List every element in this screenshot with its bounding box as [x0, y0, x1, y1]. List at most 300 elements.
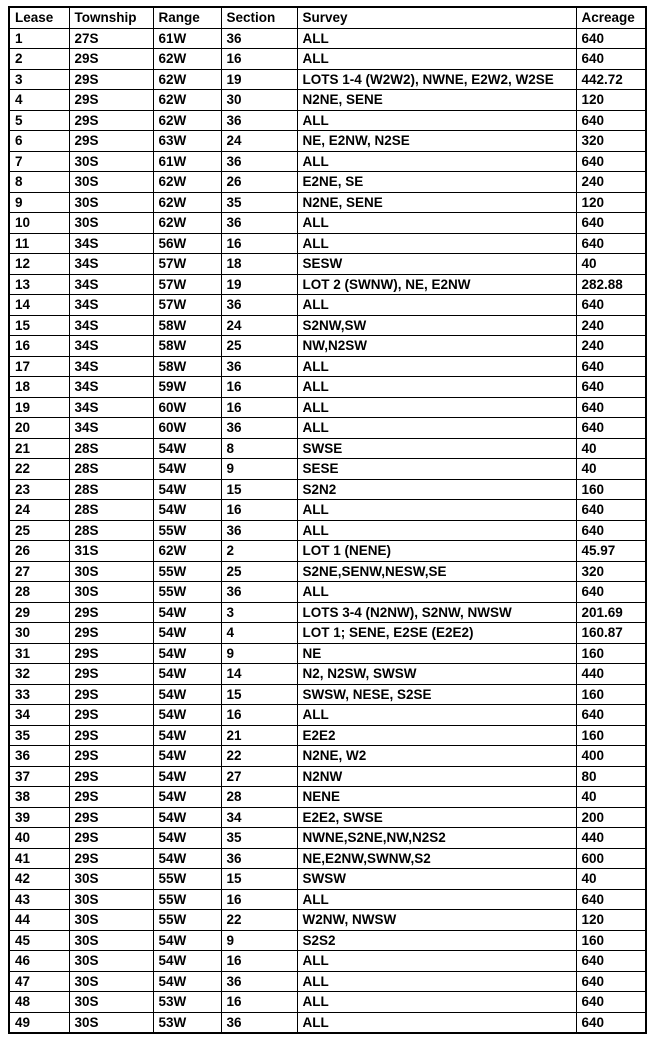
- cell-lease: 33: [9, 684, 69, 705]
- table-row: [9, 233, 646, 254]
- cell-survey: SESE: [297, 459, 576, 480]
- cell-township: 29S: [69, 848, 153, 869]
- cell-range: 62W: [153, 90, 221, 111]
- table-row: [9, 397, 646, 418]
- cell-section: 19: [221, 69, 297, 90]
- table-row: [9, 971, 646, 992]
- cell-lease: 37: [9, 766, 69, 787]
- cell-acreage: 40: [576, 787, 646, 808]
- table-row: [9, 705, 646, 726]
- table-row: [9, 910, 646, 931]
- table-row: [9, 151, 646, 172]
- cell-acreage: 640: [576, 520, 646, 541]
- cell-range: 54W: [153, 705, 221, 726]
- table-row: [9, 684, 646, 705]
- cell-acreage: 160: [576, 643, 646, 664]
- cell-township: 34S: [69, 254, 153, 275]
- cell-survey: ALL: [297, 356, 576, 377]
- cell-survey: W2NW, NWSW: [297, 910, 576, 931]
- lease-table: [8, 6, 647, 1034]
- cell-township: 30S: [69, 869, 153, 890]
- header-cell-lease: Lease: [9, 7, 69, 28]
- cell-section: 15: [221, 684, 297, 705]
- cell-township: 30S: [69, 951, 153, 972]
- cell-lease: 4: [9, 90, 69, 111]
- cell-lease: 20: [9, 418, 69, 439]
- header-cell-survey: Survey: [297, 7, 576, 28]
- cell-range: 62W: [153, 172, 221, 193]
- cell-survey: NENE: [297, 787, 576, 808]
- cell-range: 63W: [153, 131, 221, 152]
- cell-survey: LOT 1 (NENE): [297, 541, 576, 562]
- cell-acreage: 160.87: [576, 623, 646, 644]
- cell-township: 29S: [69, 643, 153, 664]
- cell-lease: 46: [9, 951, 69, 972]
- cell-lease: 7: [9, 151, 69, 172]
- cell-lease: 19: [9, 397, 69, 418]
- table-row: [9, 274, 646, 295]
- cell-lease: 21: [9, 438, 69, 459]
- cell-section: 24: [221, 315, 297, 336]
- cell-lease: 44: [9, 910, 69, 931]
- cell-acreage: 320: [576, 131, 646, 152]
- cell-acreage: 640: [576, 397, 646, 418]
- cell-lease: 28: [9, 582, 69, 603]
- cell-section: 36: [221, 151, 297, 172]
- cell-section: 4: [221, 623, 297, 644]
- cell-township: 29S: [69, 664, 153, 685]
- cell-acreage: 640: [576, 705, 646, 726]
- cell-acreage: 120: [576, 192, 646, 213]
- cell-township: 34S: [69, 418, 153, 439]
- cell-survey: ALL: [297, 971, 576, 992]
- table-body: [9, 28, 646, 1033]
- table-row: [9, 459, 646, 480]
- cell-township: 30S: [69, 582, 153, 603]
- cell-lease: 23: [9, 479, 69, 500]
- cell-township: 30S: [69, 192, 153, 213]
- cell-survey: ALL: [297, 705, 576, 726]
- table-row: [9, 213, 646, 234]
- cell-range: 54W: [153, 725, 221, 746]
- table-row: [9, 541, 646, 562]
- cell-section: 16: [221, 49, 297, 70]
- table-row: [9, 889, 646, 910]
- cell-township: 29S: [69, 705, 153, 726]
- cell-section: 27: [221, 766, 297, 787]
- cell-acreage: 640: [576, 1012, 646, 1033]
- cell-range: 53W: [153, 992, 221, 1013]
- cell-section: 16: [221, 500, 297, 521]
- cell-acreage: 640: [576, 213, 646, 234]
- cell-survey: N2NE, SENE: [297, 90, 576, 111]
- cell-lease: 10: [9, 213, 69, 234]
- cell-range: 55W: [153, 582, 221, 603]
- cell-survey: SWSE: [297, 438, 576, 459]
- table-row: [9, 992, 646, 1013]
- cell-acreage: 240: [576, 336, 646, 357]
- cell-survey: NWNE,S2NE,NW,N2S2: [297, 828, 576, 849]
- cell-range: 62W: [153, 69, 221, 90]
- cell-section: 24: [221, 131, 297, 152]
- cell-section: 36: [221, 418, 297, 439]
- cell-acreage: 45.97: [576, 541, 646, 562]
- cell-acreage: 160: [576, 930, 646, 951]
- cell-township: 30S: [69, 910, 153, 931]
- cell-survey: NW,N2SW: [297, 336, 576, 357]
- cell-section: 36: [221, 848, 297, 869]
- table-row: [9, 131, 646, 152]
- cell-acreage: 400: [576, 746, 646, 767]
- cell-lease: 17: [9, 356, 69, 377]
- cell-section: 36: [221, 110, 297, 131]
- cell-acreage: 160: [576, 479, 646, 500]
- cell-range: 55W: [153, 561, 221, 582]
- cell-lease: 16: [9, 336, 69, 357]
- cell-range: 58W: [153, 356, 221, 377]
- cell-township: 30S: [69, 1012, 153, 1033]
- table-row: [9, 315, 646, 336]
- cell-township: 30S: [69, 971, 153, 992]
- cell-section: 16: [221, 992, 297, 1013]
- table-row: [9, 438, 646, 459]
- cell-acreage: 640: [576, 889, 646, 910]
- cell-lease: 31: [9, 643, 69, 664]
- cell-range: 61W: [153, 151, 221, 172]
- table-row: [9, 623, 646, 644]
- table-row: [9, 787, 646, 808]
- cell-township: 29S: [69, 725, 153, 746]
- cell-range: 56W: [153, 233, 221, 254]
- cell-range: 54W: [153, 602, 221, 623]
- cell-township: 29S: [69, 69, 153, 90]
- cell-lease: 32: [9, 664, 69, 685]
- cell-survey: ALL: [297, 418, 576, 439]
- cell-township: 28S: [69, 438, 153, 459]
- table-row: [9, 807, 646, 828]
- cell-acreage: 640: [576, 582, 646, 603]
- cell-township: 34S: [69, 233, 153, 254]
- cell-township: 34S: [69, 377, 153, 398]
- cell-section: 9: [221, 643, 297, 664]
- cell-section: 36: [221, 356, 297, 377]
- table-row: [9, 582, 646, 603]
- table-row: [9, 377, 646, 398]
- cell-township: 29S: [69, 602, 153, 623]
- cell-survey: LOTS 3-4 (N2NW), S2NW, NWSW: [297, 602, 576, 623]
- cell-section: 18: [221, 254, 297, 275]
- cell-acreage: 282.88: [576, 274, 646, 295]
- cell-section: 26: [221, 172, 297, 193]
- cell-section: 15: [221, 479, 297, 500]
- cell-survey: N2, N2SW, SWSW: [297, 664, 576, 685]
- cell-section: 16: [221, 397, 297, 418]
- table-row: [9, 766, 646, 787]
- cell-range: 54W: [153, 971, 221, 992]
- cell-township: 28S: [69, 500, 153, 521]
- cell-survey: NE: [297, 643, 576, 664]
- cell-survey: LOT 1; SENE, E2SE (E2E2): [297, 623, 576, 644]
- cell-survey: S2N2: [297, 479, 576, 500]
- cell-township: 29S: [69, 766, 153, 787]
- cell-range: 54W: [153, 500, 221, 521]
- table-row: [9, 500, 646, 521]
- cell-section: 36: [221, 520, 297, 541]
- cell-lease: 49: [9, 1012, 69, 1033]
- table-row: [9, 951, 646, 972]
- cell-township: 30S: [69, 561, 153, 582]
- cell-range: 62W: [153, 213, 221, 234]
- cell-range: 54W: [153, 438, 221, 459]
- cell-range: 55W: [153, 889, 221, 910]
- cell-lease: 45: [9, 930, 69, 951]
- cell-range: 58W: [153, 315, 221, 336]
- table-row: [9, 561, 646, 582]
- cell-section: 9: [221, 930, 297, 951]
- cell-lease: 41: [9, 848, 69, 869]
- cell-range: 54W: [153, 828, 221, 849]
- table-row: [9, 725, 646, 746]
- table-row: [9, 110, 646, 131]
- table-row: [9, 643, 646, 664]
- table-row: [9, 336, 646, 357]
- cell-lease: 18: [9, 377, 69, 398]
- cell-acreage: 640: [576, 992, 646, 1013]
- cell-range: 54W: [153, 951, 221, 972]
- table-row: [9, 602, 646, 623]
- cell-acreage: 240: [576, 315, 646, 336]
- header-cell-range: Range: [153, 7, 221, 28]
- cell-lease: 9: [9, 192, 69, 213]
- cell-township: 34S: [69, 397, 153, 418]
- cell-lease: 36: [9, 746, 69, 767]
- cell-township: 30S: [69, 213, 153, 234]
- cell-acreage: 40: [576, 254, 646, 275]
- table-row: [9, 418, 646, 439]
- cell-lease: 40: [9, 828, 69, 849]
- cell-range: 55W: [153, 869, 221, 890]
- cell-acreage: 640: [576, 418, 646, 439]
- cell-section: 2: [221, 541, 297, 562]
- cell-lease: 5: [9, 110, 69, 131]
- cell-survey: ALL: [297, 889, 576, 910]
- cell-acreage: 640: [576, 110, 646, 131]
- cell-survey: S2NE,SENW,NESW,SE: [297, 561, 576, 582]
- cell-lease: 27: [9, 561, 69, 582]
- table-row: [9, 49, 646, 70]
- cell-township: 30S: [69, 172, 153, 193]
- cell-lease: 35: [9, 725, 69, 746]
- cell-township: 29S: [69, 787, 153, 808]
- cell-section: 22: [221, 910, 297, 931]
- cell-survey: ALL: [297, 151, 576, 172]
- cell-range: 58W: [153, 336, 221, 357]
- cell-section: 30: [221, 90, 297, 111]
- cell-lease: 26: [9, 541, 69, 562]
- cell-lease: 11: [9, 233, 69, 254]
- cell-section: 34: [221, 807, 297, 828]
- cell-acreage: 240: [576, 172, 646, 193]
- cell-lease: 8: [9, 172, 69, 193]
- cell-survey: ALL: [297, 295, 576, 316]
- cell-survey: E2E2: [297, 725, 576, 746]
- cell-township: 29S: [69, 49, 153, 70]
- cell-lease: 22: [9, 459, 69, 480]
- cell-range: 54W: [153, 930, 221, 951]
- cell-survey: N2NE, SENE: [297, 192, 576, 213]
- cell-township: 29S: [69, 684, 153, 705]
- cell-acreage: 640: [576, 500, 646, 521]
- cell-range: 54W: [153, 623, 221, 644]
- cell-section: 8: [221, 438, 297, 459]
- cell-township: 34S: [69, 356, 153, 377]
- table-row: [9, 356, 646, 377]
- table-row: [9, 479, 646, 500]
- cell-lease: 2: [9, 49, 69, 70]
- cell-survey: ALL: [297, 233, 576, 254]
- cell-section: 3: [221, 602, 297, 623]
- cell-acreage: 640: [576, 28, 646, 49]
- cell-acreage: 40: [576, 459, 646, 480]
- table-row: [9, 520, 646, 541]
- cell-range: 54W: [153, 479, 221, 500]
- cell-range: 54W: [153, 787, 221, 808]
- cell-range: 55W: [153, 520, 221, 541]
- cell-section: 28: [221, 787, 297, 808]
- cell-section: 16: [221, 951, 297, 972]
- cell-township: 34S: [69, 274, 153, 295]
- cell-range: 61W: [153, 28, 221, 49]
- cell-survey: N2NE, W2: [297, 746, 576, 767]
- cell-section: 21: [221, 725, 297, 746]
- cell-survey: S2NW,SW: [297, 315, 576, 336]
- cell-section: 14: [221, 664, 297, 685]
- cell-range: 62W: [153, 541, 221, 562]
- header-cell-township: Township: [69, 7, 153, 28]
- cell-acreage: 640: [576, 377, 646, 398]
- cell-acreage: 600: [576, 848, 646, 869]
- cell-survey: ALL: [297, 1012, 576, 1033]
- cell-survey: ALL: [297, 500, 576, 521]
- cell-township: 30S: [69, 992, 153, 1013]
- cell-section: 16: [221, 377, 297, 398]
- table-row: [9, 828, 646, 849]
- cell-township: 30S: [69, 889, 153, 910]
- cell-range: 62W: [153, 110, 221, 131]
- cell-range: 57W: [153, 295, 221, 316]
- cell-survey: ALL: [297, 992, 576, 1013]
- cell-survey: NE, E2NW, N2SE: [297, 131, 576, 152]
- cell-range: 54W: [153, 643, 221, 664]
- cell-range: 53W: [153, 1012, 221, 1033]
- cell-range: 57W: [153, 274, 221, 295]
- cell-range: 54W: [153, 746, 221, 767]
- cell-lease: 48: [9, 992, 69, 1013]
- table-row: [9, 746, 646, 767]
- cell-township: 29S: [69, 746, 153, 767]
- cell-acreage: 640: [576, 233, 646, 254]
- cell-township: 34S: [69, 315, 153, 336]
- cell-township: 28S: [69, 479, 153, 500]
- cell-lease: 1: [9, 28, 69, 49]
- cell-acreage: 640: [576, 49, 646, 70]
- cell-township: 30S: [69, 930, 153, 951]
- cell-acreage: 442.72: [576, 69, 646, 90]
- cell-survey: ALL: [297, 28, 576, 49]
- cell-range: 54W: [153, 766, 221, 787]
- cell-section: 36: [221, 28, 297, 49]
- cell-survey: N2NW: [297, 766, 576, 787]
- cell-acreage: 640: [576, 295, 646, 316]
- cell-section: 36: [221, 213, 297, 234]
- cell-survey: ALL: [297, 520, 576, 541]
- cell-township: 30S: [69, 151, 153, 172]
- cell-range: 62W: [153, 49, 221, 70]
- cell-survey: ALL: [297, 213, 576, 234]
- cell-lease: 29: [9, 602, 69, 623]
- cell-survey: E2NE, SE: [297, 172, 576, 193]
- cell-township: 34S: [69, 295, 153, 316]
- cell-survey: SWSW: [297, 869, 576, 890]
- cell-survey: E2E2, SWSE: [297, 807, 576, 828]
- cell-lease: 30: [9, 623, 69, 644]
- cell-range: 60W: [153, 418, 221, 439]
- cell-lease: 13: [9, 274, 69, 295]
- cell-acreage: 120: [576, 90, 646, 111]
- cell-range: 54W: [153, 848, 221, 869]
- cell-acreage: 640: [576, 151, 646, 172]
- cell-township: 31S: [69, 541, 153, 562]
- cell-township: 28S: [69, 520, 153, 541]
- table-row: [9, 28, 646, 49]
- table-row: [9, 930, 646, 951]
- cell-acreage: 40: [576, 869, 646, 890]
- cell-lease: 34: [9, 705, 69, 726]
- cell-section: 22: [221, 746, 297, 767]
- cell-section: 35: [221, 192, 297, 213]
- cell-range: 60W: [153, 397, 221, 418]
- cell-survey: ALL: [297, 49, 576, 70]
- cell-acreage: 640: [576, 356, 646, 377]
- cell-survey: ALL: [297, 582, 576, 603]
- cell-section: 35: [221, 828, 297, 849]
- cell-section: 25: [221, 336, 297, 357]
- table-row: [9, 254, 646, 275]
- cell-lease: 3: [9, 69, 69, 90]
- cell-section: 36: [221, 1012, 297, 1033]
- table-row: [9, 90, 646, 111]
- cell-range: 54W: [153, 684, 221, 705]
- cell-lease: 6: [9, 131, 69, 152]
- cell-survey: SWSW, NESE, S2SE: [297, 684, 576, 705]
- cell-range: 54W: [153, 664, 221, 685]
- cell-acreage: 201.69: [576, 602, 646, 623]
- cell-lease: 25: [9, 520, 69, 541]
- cell-section: 36: [221, 971, 297, 992]
- cell-range: 62W: [153, 192, 221, 213]
- table-row: [9, 664, 646, 685]
- cell-acreage: 320: [576, 561, 646, 582]
- table-row: [9, 192, 646, 213]
- cell-lease: 12: [9, 254, 69, 275]
- cell-section: 15: [221, 869, 297, 890]
- cell-acreage: 440: [576, 664, 646, 685]
- table-row: [9, 69, 646, 90]
- cell-acreage: 440: [576, 828, 646, 849]
- cell-survey: SESW: [297, 254, 576, 275]
- cell-acreage: 120: [576, 910, 646, 931]
- cell-acreage: 160: [576, 725, 646, 746]
